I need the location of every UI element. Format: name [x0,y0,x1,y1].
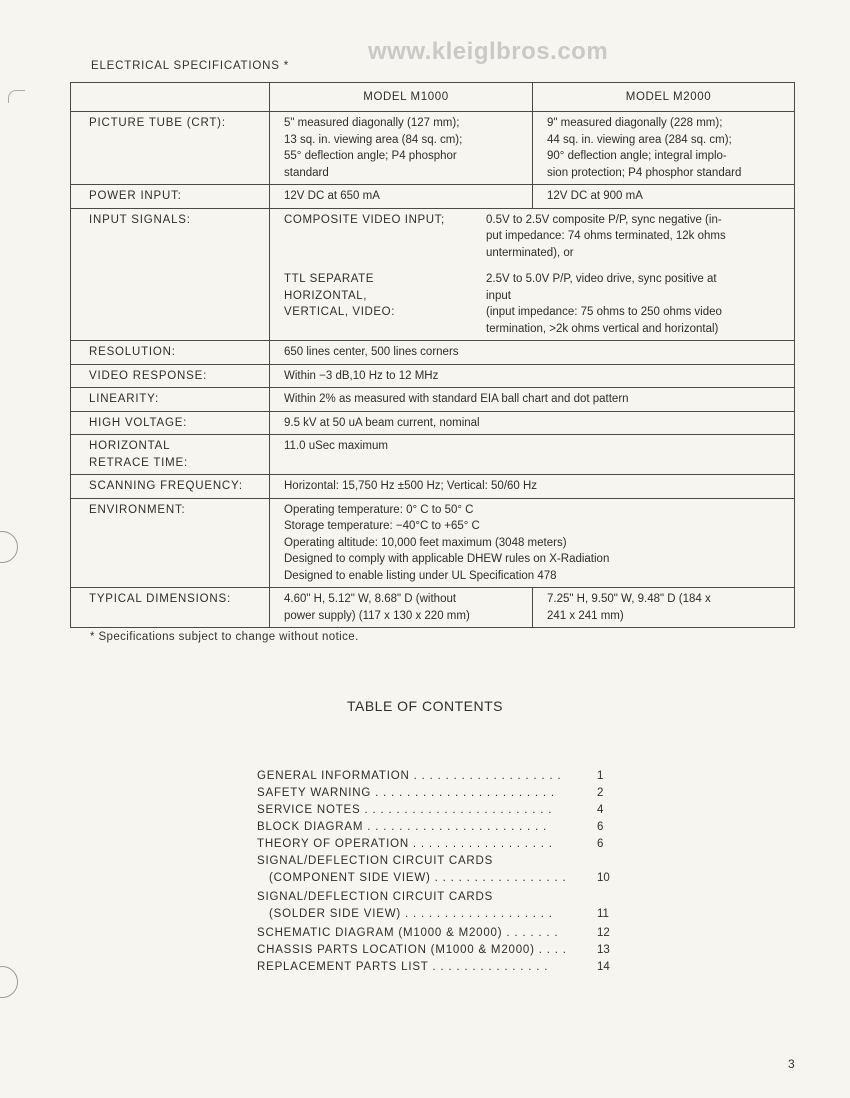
toc-entry-title: SAFETY WARNING . . . . . . . . . . . . . . . . . . . . . . . [257,787,555,799]
row-label: HORIZONTAL RETRACE TIME: [71,435,270,475]
paper-edge-mark [8,90,25,103]
composite-value: 0.5V to 2.5V composite P/P, sync negative (in- put impedance: 74 ohms terminated, 12k ohms unterminated), or [486,213,726,259]
row-label: SCANNING FREQUENCY: [71,475,270,499]
table-row [71,411,795,435]
toc-entry [257,836,617,853]
table-row [71,208,795,341]
table-row [71,498,795,588]
linearity-value: Within 2% as measured with standard EIA ball chart and dot pattern [270,388,795,412]
table-row [71,435,795,475]
row-label: ENVIRONMENT: [71,498,270,588]
table-row [71,185,795,209]
table-row [71,112,795,185]
row-label: PICTURE TUBE (CRT): [71,112,270,185]
header-blank [71,83,270,112]
toc-entry-title: SIGNAL/DEFLECTION CIRCUIT CARDS [257,891,494,903]
toc-entry-title: SIGNAL/DEFLECTION CIRCUIT CARDS [257,855,494,867]
table-row [71,341,795,365]
toc-entry-page: 11 [597,908,609,920]
toc-entry [257,785,617,802]
header-model-m2000: MODEL M2000 [533,83,795,112]
power-input-m1000: 12V DC at 650 mA [270,185,533,209]
row-label: POWER INPUT: [71,185,270,209]
toc-entry [257,802,617,819]
toc-entry [257,768,617,785]
dimensions-m2000: 7.25" H, 9.50" W, 9.48" D (184 x 241 x 241 mm) [533,588,795,628]
table-row [71,388,795,412]
watermark: www.kleiglbros.com [368,38,609,65]
binder-hole [0,966,18,998]
spec-table [70,82,795,628]
input-signals-value [270,208,795,341]
toc-entry-title: THEORY OF OPERATION . . . . . . . . . . . . . . . . . . [257,838,553,850]
page-number: 3 [788,1057,795,1071]
toc-entry-title: (SOLDER SIDE VIEW) . . . . . . . . . . . . . . . . . . . [269,908,553,920]
row-label: RESOLUTION: [71,341,270,365]
toc-entry [257,925,617,942]
toc-entry-title: CHASSIS PARTS LOCATION (M1000 & M2000) . . . . [257,944,567,956]
composite-label: COMPOSITE VIDEO INPUT; [284,213,445,226]
toc-entry-title: BLOCK DIAGRAM . . . . . . . . . . . . . . . . . . . . . . . [257,821,548,833]
ttl-value: 2.5V to 5.0V P/P, video drive, sync positive at input (input impedance: 75 ohms to 250 ohms video termination, >2k ohms vertical and horizontal) [486,273,722,335]
table-of-contents [257,768,617,976]
picture-tube-m2000: 9" measured diagonally (228 mm); 44 sq. in. viewing area (284 sq. cm); 90° deflection angle; integral implo- sion protection; P4 phosphor standard [533,112,795,185]
spec-heading: ELECTRICAL SPECIFICATIONS * [91,60,289,72]
toc-entry-title: SCHEMATIC DIAGRAM (M1000 & M2000) . . . . . . . [257,927,559,939]
table-row [71,475,795,499]
row-label: VIDEO RESPONSE: [71,364,270,388]
environment-value: Operating temperature: 0° C to 50° C Storage temperature: −40°C to +65° C Operating altitude: 10,000 feet maximum (3048 meters) Designed to comply with applicable DHEW rules on X-Radiation Designed to enable listing under UL Specification 478 [270,498,795,588]
toc-entry-page: 10 [597,872,610,884]
row-label: TYPICAL DIMENSIONS: [71,588,270,628]
picture-tube-m1000: 5" measured diagonally (127 mm); 13 sq. in. viewing area (84 sq. cm); 55° deflection angle; P4 phosphor standard [270,112,533,185]
toc-entry [257,889,617,906]
header-model-m1000: MODEL M1000 [270,83,533,112]
footnote: * Specifications subject to change without notice. [90,631,359,643]
binder-hole [0,531,18,563]
input-signals-grid [284,212,786,338]
toc-entry [257,959,617,976]
toc-entry [257,942,617,959]
toc-entry-page: 1 [597,770,604,782]
toc-entry [257,819,617,836]
table-row [71,364,795,388]
row-label: HIGH VOLTAGE: [71,411,270,435]
toc-entry-page: 13 [597,944,610,956]
toc-entry [257,906,617,923]
toc-entry-page: 6 [597,821,604,833]
toc-entry-title: REPLACEMENT PARTS LIST . . . . . . . . . . . . . . . [257,961,549,973]
toc-entry [257,853,617,870]
ttl-label: TTL SEPARATE HORIZONTAL, VERTICAL, VIDEO: [284,273,395,318]
horizontal-retrace-value: 11.0 uSec maximum [270,435,795,475]
toc-title: TABLE OF CONTENTS [346,698,504,714]
power-input-m2000: 12V DC at 900 mA [533,185,795,209]
row-label: LINEARITY: [71,388,270,412]
toc-entry-page: 14 [597,961,610,973]
scanning-frequency-value: Horizontal: 15,750 Hz ±500 Hz; Vertical: 50/60 Hz [270,475,795,499]
row-label: INPUT SIGNALS: [71,208,270,341]
table-header-row [71,83,795,112]
toc-entry-page: 4 [597,804,604,816]
video-response-value: Within −3 dB,10 Hz to 12 MHz [270,364,795,388]
dimensions-m1000: 4.60" H, 5.12" W, 8.68" D (without power supply) (117 x 130 x 220 mm) [270,588,533,628]
toc-entry-page: 12 [597,927,610,939]
toc-entry-title: GENERAL INFORMATION . . . . . . . . . . . . . . . . . . . [257,770,562,782]
toc-entry-title: SERVICE NOTES . . . . . . . . . . . . . . . . . . . . . . . . [257,804,553,816]
toc-entry-page: 2 [597,787,604,799]
toc-entry-page: 6 [597,838,604,850]
resolution-value: 650 lines center, 500 lines corners [270,341,795,365]
toc-entry [257,870,617,887]
table-row [71,588,795,628]
high-voltage-value: 9.5 kV at 50 uA beam current, nominal [270,411,795,435]
toc-entry-title: (COMPONENT SIDE VIEW) . . . . . . . . . . . . . . . . . [269,872,567,884]
